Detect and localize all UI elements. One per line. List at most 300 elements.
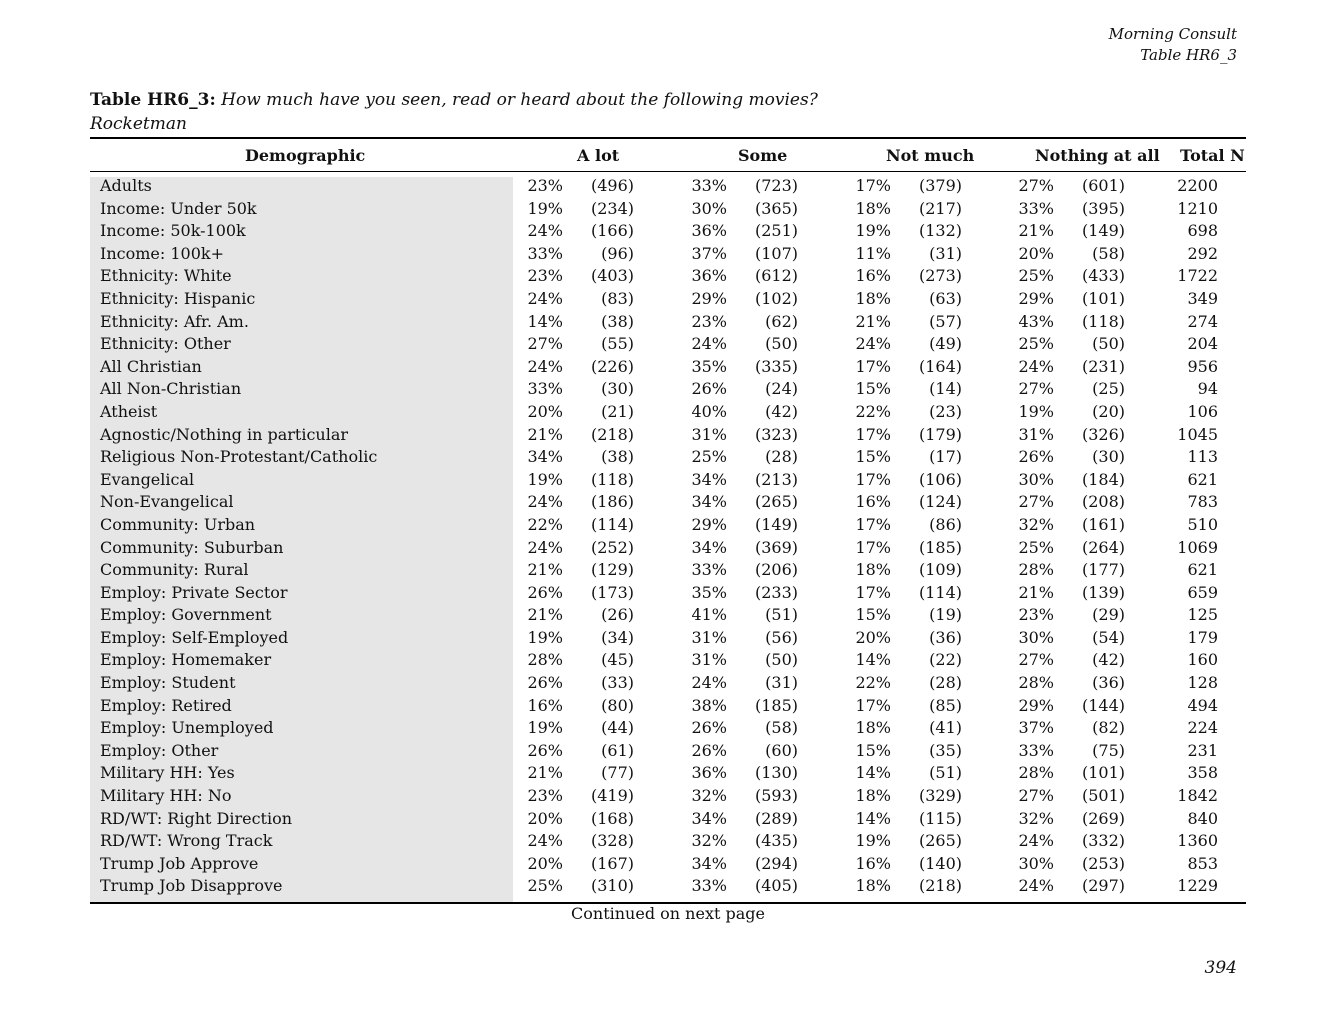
a-lot-pct: 27% <box>527 334 563 354</box>
row-label: Non-Evangelical <box>100 492 234 512</box>
row-label: Community: Rural <box>100 560 249 580</box>
a-lot-count: (310) <box>590 876 634 896</box>
a-lot-pct: 19% <box>527 469 563 489</box>
row-label: Religious Non-Protestant/Catholic <box>100 447 378 467</box>
total-n: 1842 <box>1177 786 1218 806</box>
not-much-count: (19) <box>929 605 962 625</box>
not-much-count: (179) <box>918 424 962 444</box>
some-pct: 37% <box>691 243 727 263</box>
not-much-count: (36) <box>929 627 962 647</box>
table-row <box>90 378 1246 401</box>
row-label: Military HH: No <box>100 786 232 806</box>
nothing-count: (501) <box>1081 786 1125 806</box>
nothing-pct: 30% <box>1018 627 1054 647</box>
nothing-count: (20) <box>1092 401 1125 421</box>
row-label: Income: 50k-100k <box>100 221 246 241</box>
row-label: Employ: Government <box>100 605 272 625</box>
some-pct: 23% <box>691 311 727 331</box>
nothing-pct: 33% <box>1018 198 1054 218</box>
some-count: (365) <box>754 198 798 218</box>
row-label: Ethnicity: Other <box>100 334 231 354</box>
total-n: 160 <box>1187 650 1218 670</box>
nothing-count: (326) <box>1081 424 1125 444</box>
a-lot-count: (77) <box>601 763 634 783</box>
a-lot-count: (226) <box>590 356 634 376</box>
a-lot-count: (166) <box>590 221 634 241</box>
some-count: (206) <box>754 560 798 580</box>
total-n: 494 <box>1187 695 1218 715</box>
nothing-pct: 24% <box>1018 356 1054 376</box>
page-number: 394 <box>1204 958 1237 978</box>
row-label: Employ: Private Sector <box>100 582 288 602</box>
a-lot-pct: 24% <box>527 831 563 851</box>
some-pct: 31% <box>691 424 727 444</box>
not-much-count: (17) <box>929 447 962 467</box>
some-pct: 34% <box>691 469 727 489</box>
some-pct: 40% <box>691 401 727 421</box>
not-much-pct: 18% <box>855 876 891 896</box>
a-lot-count: (33) <box>601 673 634 693</box>
nothing-pct: 43% <box>1018 311 1054 331</box>
total-n: 128 <box>1187 673 1218 693</box>
total-n: 659 <box>1187 582 1218 602</box>
a-lot-pct: 16% <box>527 695 563 715</box>
nothing-count: (149) <box>1081 221 1125 241</box>
not-much-count: (28) <box>929 673 962 693</box>
not-much-pct: 18% <box>855 718 891 738</box>
total-n: 125 <box>1187 605 1218 625</box>
nothing-pct: 29% <box>1018 288 1054 308</box>
not-much-count: (31) <box>929 243 962 263</box>
row-label: Employ: Retired <box>100 695 232 715</box>
some-count: (102) <box>754 288 798 308</box>
row-label: RD/WT: Wrong Track <box>100 831 273 851</box>
not-much-count: (164) <box>918 356 962 376</box>
not-much-pct: 17% <box>855 356 891 376</box>
not-much-pct: 24% <box>855 334 891 354</box>
a-lot-count: (419) <box>590 786 634 806</box>
some-count: (335) <box>754 356 798 376</box>
a-lot-count: (186) <box>590 492 634 512</box>
nothing-count: (269) <box>1081 808 1125 828</box>
row-label: Employ: Student <box>100 673 236 693</box>
not-much-pct: 17% <box>855 514 891 534</box>
table-row <box>90 672 1246 695</box>
some-pct: 26% <box>691 379 727 399</box>
not-much-pct: 22% <box>855 401 891 421</box>
row-label: Ethnicity: White <box>100 266 232 286</box>
nothing-pct: 31% <box>1018 424 1054 444</box>
nothing-count: (177) <box>1081 560 1125 580</box>
table-row <box>90 175 1246 198</box>
a-lot-pct: 14% <box>527 311 563 331</box>
not-much-pct: 18% <box>855 786 891 806</box>
total-n: 621 <box>1187 469 1218 489</box>
table-row <box>90 198 1246 221</box>
not-much-pct: 15% <box>855 605 891 625</box>
nothing-pct: 28% <box>1018 560 1054 580</box>
not-much-pct: 18% <box>855 288 891 308</box>
table-row <box>90 265 1246 288</box>
row-label: Ethnicity: Afr. Am. <box>100 311 249 331</box>
a-lot-count: (34) <box>601 627 634 647</box>
nothing-count: (101) <box>1081 763 1125 783</box>
nothing-count: (82) <box>1092 718 1125 738</box>
not-much-pct: 14% <box>855 808 891 828</box>
table-row <box>90 717 1246 740</box>
not-much-pct: 18% <box>855 198 891 218</box>
some-count: (185) <box>754 695 798 715</box>
some-count: (251) <box>754 221 798 241</box>
total-n: 292 <box>1187 243 1218 263</box>
not-much-pct: 17% <box>855 176 891 195</box>
some-count: (42) <box>765 401 798 421</box>
table-row <box>90 604 1246 627</box>
crosstab-table <box>90 137 1246 904</box>
some-pct: 25% <box>691 447 727 467</box>
some-count: (50) <box>765 650 798 670</box>
a-lot-count: (45) <box>601 650 634 670</box>
nothing-count: (297) <box>1081 876 1125 896</box>
nothing-pct: 21% <box>1018 582 1054 602</box>
nothing-pct: 27% <box>1018 176 1054 195</box>
nothing-count: (601) <box>1081 176 1125 195</box>
not-much-pct: 14% <box>855 650 891 670</box>
not-much-count: (115) <box>918 808 962 828</box>
nothing-pct: 23% <box>1018 605 1054 625</box>
nothing-count: (395) <box>1081 198 1125 218</box>
some-count: (723) <box>754 176 798 195</box>
not-much-pct: 11% <box>855 243 891 263</box>
not-much-count: (265) <box>918 831 962 851</box>
some-pct: 29% <box>691 514 727 534</box>
continued-note: Continued on next page <box>571 904 765 923</box>
row-label: Community: Urban <box>100 514 256 534</box>
not-much-pct: 14% <box>855 763 891 783</box>
a-lot-count: (496) <box>590 176 634 195</box>
table-row <box>90 401 1246 424</box>
not-much-count: (57) <box>929 311 962 331</box>
total-n: 179 <box>1187 627 1218 647</box>
not-much-pct: 22% <box>855 673 891 693</box>
some-count: (294) <box>754 853 798 873</box>
not-much-count: (22) <box>929 650 962 670</box>
row-label: Trump Job Approve <box>100 853 259 873</box>
not-much-pct: 16% <box>855 853 891 873</box>
total-n: 224 <box>1187 718 1218 738</box>
a-lot-pct: 26% <box>527 673 563 693</box>
a-lot-pct: 28% <box>527 650 563 670</box>
a-lot-pct: 20% <box>527 401 563 421</box>
a-lot-pct: 24% <box>527 356 563 376</box>
row-label: Adults <box>100 176 152 195</box>
nothing-pct: 27% <box>1018 492 1054 512</box>
a-lot-pct: 22% <box>527 514 563 534</box>
nothing-pct: 20% <box>1018 243 1054 263</box>
a-lot-count: (114) <box>590 514 634 534</box>
total-n: 510 <box>1187 514 1218 534</box>
nothing-count: (36) <box>1092 673 1125 693</box>
a-lot-pct: 19% <box>527 718 563 738</box>
table-row <box>90 537 1246 560</box>
some-pct: 36% <box>691 266 727 286</box>
row-label: RD/WT: Right Direction <box>100 808 293 828</box>
nothing-count: (332) <box>1081 831 1125 851</box>
not-much-count: (140) <box>918 853 962 873</box>
row-label: Trump Job Disapprove <box>100 876 283 896</box>
some-pct: 41% <box>691 605 727 625</box>
table-row <box>90 649 1246 672</box>
col-some: Some <box>738 146 788 165</box>
total-n: 1210 <box>1177 198 1218 218</box>
page-header <box>1109 24 1237 66</box>
a-lot-count: (234) <box>590 198 634 218</box>
not-much-count: (14) <box>929 379 962 399</box>
nothing-pct: 25% <box>1018 266 1054 286</box>
some-count: (50) <box>765 334 798 354</box>
not-much-pct: 17% <box>855 469 891 489</box>
nothing-pct: 19% <box>1018 401 1054 421</box>
a-lot-pct: 24% <box>527 492 563 512</box>
some-count: (213) <box>754 469 798 489</box>
some-pct: 34% <box>691 537 727 557</box>
some-count: (62) <box>765 311 798 331</box>
nothing-count: (433) <box>1081 266 1125 286</box>
a-lot-count: (38) <box>601 311 634 331</box>
not-much-count: (379) <box>918 176 962 195</box>
nothing-pct: 24% <box>1018 876 1054 896</box>
a-lot-pct: 23% <box>527 266 563 286</box>
nothing-count: (54) <box>1092 627 1125 647</box>
total-n: 1360 <box>1177 831 1218 851</box>
not-much-count: (63) <box>929 288 962 308</box>
col-total-n: Total N <box>1180 146 1245 165</box>
some-pct: 29% <box>691 288 727 308</box>
total-n: 698 <box>1187 221 1218 241</box>
total-n: 274 <box>1187 311 1218 331</box>
not-much-count: (106) <box>918 469 962 489</box>
total-n: 1069 <box>1177 537 1218 557</box>
table-row <box>90 762 1246 785</box>
nothing-pct: 27% <box>1018 650 1054 670</box>
some-pct: 24% <box>691 334 727 354</box>
table-row <box>90 424 1246 447</box>
some-pct: 26% <box>691 718 727 738</box>
a-lot-count: (80) <box>601 695 634 715</box>
some-pct: 31% <box>691 650 727 670</box>
row-label: All Christian <box>100 356 202 376</box>
some-pct: 35% <box>691 582 727 602</box>
a-lot-pct: 34% <box>527 447 563 467</box>
not-much-count: (185) <box>918 537 962 557</box>
total-n: 621 <box>1187 560 1218 580</box>
a-lot-pct: 23% <box>527 786 563 806</box>
col-demographic: Demographic <box>245 146 366 165</box>
some-pct: 33% <box>691 876 727 896</box>
nothing-count: (50) <box>1092 334 1125 354</box>
some-count: (289) <box>754 808 798 828</box>
a-lot-pct: 19% <box>527 198 563 218</box>
a-lot-count: (21) <box>601 401 634 421</box>
a-lot-pct: 21% <box>527 605 563 625</box>
total-n: 1045 <box>1177 424 1218 444</box>
not-much-pct: 15% <box>855 740 891 760</box>
table-question: How much have you seen, read or heard about the following movies? <box>221 90 818 110</box>
nothing-pct: 27% <box>1018 786 1054 806</box>
not-much-count: (35) <box>929 740 962 760</box>
some-pct: 35% <box>691 356 727 376</box>
some-pct: 38% <box>691 695 727 715</box>
header-source: Morning Consult <box>1108 25 1237 43</box>
not-much-pct: 15% <box>855 379 891 399</box>
a-lot-pct: 19% <box>527 627 563 647</box>
some-count: (265) <box>754 492 798 512</box>
nothing-count: (30) <box>1092 447 1125 467</box>
total-n: 231 <box>1187 740 1218 760</box>
nothing-count: (101) <box>1081 288 1125 308</box>
nothing-count: (161) <box>1081 514 1125 534</box>
some-count: (405) <box>754 876 798 896</box>
a-lot-count: (129) <box>590 560 634 580</box>
row-label: Employ: Other <box>100 740 219 760</box>
table-label: Table HR6_3: <box>90 90 216 110</box>
a-lot-pct: 23% <box>527 176 563 195</box>
a-lot-pct: 20% <box>527 808 563 828</box>
not-much-pct: 19% <box>855 831 891 851</box>
some-count: (28) <box>765 447 798 467</box>
not-much-pct: 17% <box>855 695 891 715</box>
not-much-count: (86) <box>929 514 962 534</box>
nothing-count: (75) <box>1092 740 1125 760</box>
total-n: 1722 <box>1177 266 1218 286</box>
nothing-count: (231) <box>1081 356 1125 376</box>
nothing-pct: 29% <box>1018 695 1054 715</box>
a-lot-count: (61) <box>601 740 634 760</box>
total-n: 783 <box>1187 492 1218 512</box>
table-row <box>90 356 1246 379</box>
some-pct: 36% <box>691 221 727 241</box>
some-pct: 31% <box>691 627 727 647</box>
table-row <box>90 808 1246 831</box>
row-label: All Non-Christian <box>100 379 242 399</box>
not-much-pct: 17% <box>855 582 891 602</box>
some-count: (593) <box>754 786 798 806</box>
some-count: (149) <box>754 514 798 534</box>
a-lot-pct: 21% <box>527 763 563 783</box>
row-label: Income: 100k+ <box>100 243 224 263</box>
not-much-pct: 21% <box>855 311 891 331</box>
table-row <box>90 559 1246 582</box>
a-lot-count: (118) <box>590 469 634 489</box>
a-lot-count: (83) <box>601 288 634 308</box>
not-much-pct: 17% <box>855 537 891 557</box>
table-row <box>90 785 1246 808</box>
not-much-count: (329) <box>918 786 962 806</box>
some-count: (369) <box>754 537 798 557</box>
a-lot-count: (173) <box>590 582 634 602</box>
total-n: 94 <box>1197 379 1218 399</box>
not-much-count: (23) <box>929 401 962 421</box>
nothing-pct: 30% <box>1018 853 1054 873</box>
some-count: (130) <box>754 763 798 783</box>
row-label: Military HH: Yes <box>100 763 235 783</box>
some-pct: 33% <box>691 176 727 195</box>
not-much-count: (217) <box>918 198 962 218</box>
total-n: 1229 <box>1177 876 1218 896</box>
a-lot-count: (96) <box>601 243 634 263</box>
nothing-pct: 27% <box>1018 379 1054 399</box>
table-row <box>90 582 1246 605</box>
row-label: Agnostic/Nothing in particular <box>100 424 349 444</box>
total-n: 349 <box>1187 288 1218 308</box>
table-row <box>90 875 1246 898</box>
not-much-count: (49) <box>929 334 962 354</box>
not-much-pct: 17% <box>855 424 891 444</box>
nothing-count: (29) <box>1092 605 1125 625</box>
a-lot-pct: 21% <box>527 560 563 580</box>
some-count: (56) <box>765 627 798 647</box>
some-pct: 33% <box>691 560 727 580</box>
nothing-count: (208) <box>1081 492 1125 512</box>
not-much-count: (124) <box>918 492 962 512</box>
some-pct: 24% <box>691 673 727 693</box>
a-lot-pct: 26% <box>527 582 563 602</box>
some-count: (435) <box>754 831 798 851</box>
not-much-pct: 18% <box>855 560 891 580</box>
not-much-count: (85) <box>929 695 962 715</box>
total-n: 956 <box>1187 356 1218 376</box>
nothing-count: (184) <box>1081 469 1125 489</box>
some-pct: 34% <box>691 808 727 828</box>
a-lot-pct: 24% <box>527 288 563 308</box>
a-lot-count: (38) <box>601 447 634 467</box>
nothing-count: (25) <box>1092 379 1125 399</box>
col-not-much: Not much <box>886 146 975 165</box>
nothing-pct: 28% <box>1018 763 1054 783</box>
col-nothing-at-all: Nothing at all <box>1035 146 1160 165</box>
not-much-count: (132) <box>918 221 962 241</box>
row-label: Atheist <box>100 401 158 421</box>
a-lot-count: (167) <box>590 853 634 873</box>
some-count: (612) <box>754 266 798 286</box>
table-header-row <box>90 139 1246 172</box>
nothing-pct: 37% <box>1018 718 1054 738</box>
not-much-pct: 19% <box>855 221 891 241</box>
some-pct: 34% <box>691 492 727 512</box>
total-n: 113 <box>1187 447 1218 467</box>
table-row <box>90 514 1246 537</box>
a-lot-count: (403) <box>590 266 634 286</box>
nothing-count: (118) <box>1081 311 1125 331</box>
a-lot-pct: 24% <box>527 537 563 557</box>
some-count: (233) <box>754 582 798 602</box>
nothing-pct: 32% <box>1018 514 1054 534</box>
total-n: 2200 <box>1177 176 1218 195</box>
a-lot-count: (30) <box>601 379 634 399</box>
nothing-count: (42) <box>1092 650 1125 670</box>
nothing-count: (139) <box>1081 582 1125 602</box>
some-count: (51) <box>765 605 798 625</box>
table-row <box>90 220 1246 243</box>
a-lot-pct: 24% <box>527 221 563 241</box>
a-lot-count: (328) <box>590 831 634 851</box>
not-much-pct: 15% <box>855 447 891 467</box>
row-label: Employ: Homemaker <box>100 650 272 670</box>
not-much-count: (41) <box>929 718 962 738</box>
table-row <box>90 491 1246 514</box>
total-n: 358 <box>1187 763 1218 783</box>
some-pct: 32% <box>691 786 727 806</box>
